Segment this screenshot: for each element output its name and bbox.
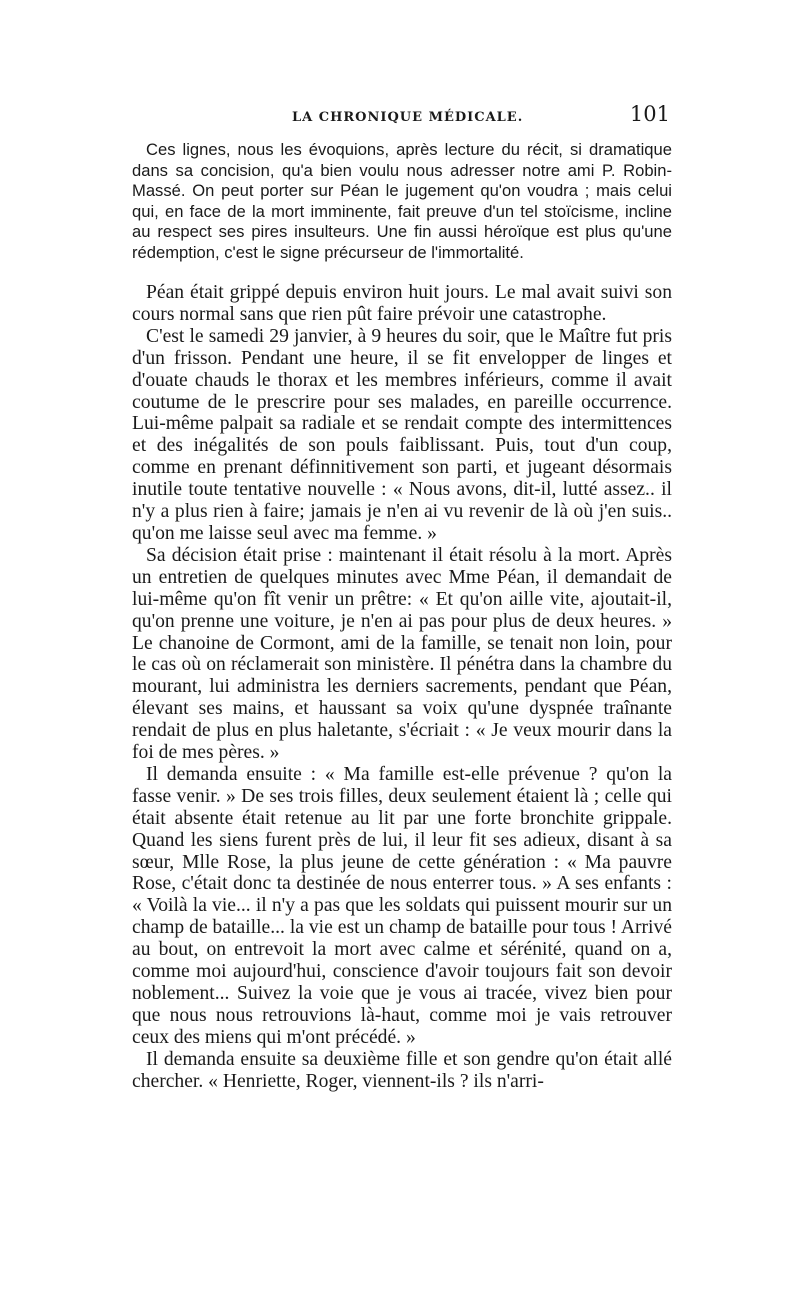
narrative-text <box>132 282 672 1093</box>
page-header <box>132 100 672 134</box>
paragraph: Il demanda ensuite : « Ma famille est-elle prévenue ? qu'on la fasse venir. » De ses trois filles, deux seulement étaient là ; celle qui était absente était retenue au lit par une forte bronchite grippale. Quand les siens furent près de lui, il leur fit ses adieux, disant à sa sœur, Mlle Rose, la plus jeune de cette génération : « Ma pauvre Rose, c'était donc ta destinée de nous enterrer tous. » A ses enfants : « Voilà la vie... il n'y a pas que les soldats qui puissent mourir sur un champ de bataille... la vie est un champ de bataille pour tous ! Arrivé au bout, on entrevoit la mort avec calme et sérénité, quand on a, comme moi aujourd'hui, conscience d'avoir toujours fait son devoir noblement... Suivez la voie que je vous ai tracée, vivez bien pour que nous nous retrouvions là-haut, comme moi je vais retrouver ceux des miens qui m'ont précédé. » <box>132 763 672 1048</box>
book-page <box>132 100 672 1093</box>
page-number: 101 <box>629 102 670 126</box>
paragraph: Il demanda ensuite sa deuxième fille et son gendre qu'on était allé chercher. « Henriette, Roger, viennent-ils ? ils n'arri- <box>132 1048 672 1092</box>
intro-paragraph: Ces lignes, nous les évoquions, après lecture du récit, si dramatique dans sa concision, qu'a bien voulu nous adresser notre ami P. Robin-Massé. On peut porter sur Péan le jugement qu'on voudra ; mais celui qui, en face de la mort imminente, fait preuve d'un tel stoïcisme, incline au respect ses pires insulteurs. Une fin aussi héroïque est plus qu'une rédemption, c'est le signe précurseur de l'immortalité. <box>132 140 672 262</box>
paragraph: C'est le samedi 29 janvier, à 9 heures du soir, que le Maître fut pris d'un frisson. Pendant une heure, il se fit envelopper de linges et d'ouate chauds le thorax et les membres inférieurs, comme il avait coutume de le prescrire pour ses malades, en pareille occurrence. Lui-même palpait sa radiale et se rendait compte des intermittences et des inégalités de son pouls faiblissant. Puis, tout d'un coup, comme en prenant définnitivement son parti, et jugeant désormais inutile toute tentative nouvelle : « Nous avons, dit-il, lutté assez.. il n'y a plus rien à faire; jamais je n'en ai vu revenir de là où j'en suis.. qu'on me laisse seul avec ma femme. » <box>132 325 672 544</box>
paragraph: Sa décision était prise : maintenant il était résolu à la mort. Après un entretien de quelques minutes avec Mme Péan, il demandait de lui-même qu'on fît venir un prêtre: « Et qu'on aille vite, ajoutait-il, qu'on prenne une voiture, je n'en ai pas pour plus de deux heures. » Le chanoine de Cormont, ami de la famille, se tenait non loin, pour le cas où on réclamerait son ministère. Il pénétra dans la chambre du mourant, lui administra les derniers sacrements, pendant que Péan, élevant ses mains, et haussant sa voix qu'une dyspnée traînante rendait de plus en plus haletante, s'écriait : « Je veux mourir dans la foi de mes pères. » <box>132 544 672 764</box>
running-head: LA CHRONIQUE MÉDICALE. <box>292 110 524 125</box>
paragraph: Péan était grippé depuis environ huit jours. Le mal avait suivi son cours normal sans que rien pût faire prévoir une catastrophe. <box>132 282 672 325</box>
